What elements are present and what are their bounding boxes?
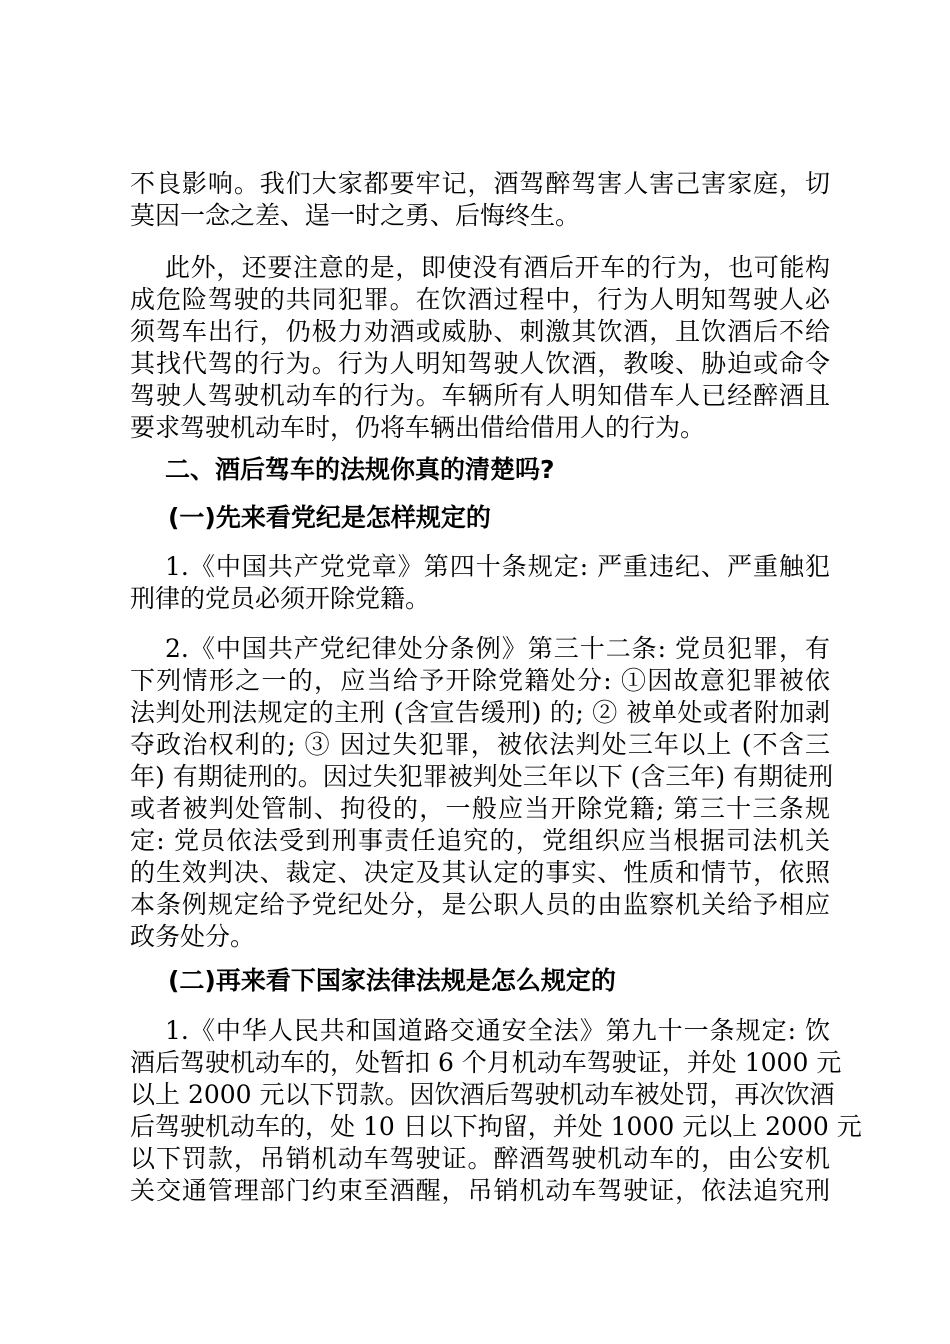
paragraph-line: 1.《中华人民共和国道路交通安全法》第九十一条规定: 饮 [165,1016,830,1045]
paragraph-line: 其找代驾的行为。行为人明知驾驶人饮酒，教唆、胁迫或命令 [130,349,830,378]
paragraph-line: 酒后驾驶机动车的，处暂扣 6 个月机动车驾驶证，并处 1000 元 [130,1048,842,1077]
subsection-heading: (二)再来看下国家法律法规是怎么规定的 [168,966,616,995]
paragraph-line: 驾驶人驾驶机动车的行为。车辆所有人明知借车人已经醉酒且 [130,381,830,410]
paragraph-line: 本条例规定给予党纪处分，是公职人员的由监察机关给予相应 [130,890,830,919]
paragraph-line: 以上 2000 元以下罚款。因饮酒后驾驶机动车被处罚，再次饮酒 [130,1080,835,1109]
paragraph-line: 定: 党员依法受到刑事责任追究的，党组织应当根据司法机关 [130,826,830,855]
paragraph-line: 年) 有期徒刑的。因过失犯罪被判处三年以下 (含三年) 有期徒刑 [130,762,834,791]
paragraph-line: 要求驾驶机动车时，仍将车辆出借给借用人的行为。 [130,413,706,442]
paragraph-line: 须驾车出行，仍极力劝酒或威胁、刺激其饮酒，且饮酒后不给 [130,317,830,346]
paragraph-line: 政务处分。 [130,922,256,951]
paragraph-line: 刑律的党员必须开除党籍。 [130,584,431,613]
section-heading: 二、酒后驾车的法规你真的清楚吗? [165,455,555,484]
paragraph-line: 2.《中国共产党纪律处分条例》第三十二条: 党员犯罪，有 [165,634,830,663]
subsection-heading: (一)先来看党纪是怎样规定的 [168,503,491,532]
paragraph-line: 此外，还要注意的是，即使没有酒后开车的行为，也可能构 [165,253,830,282]
paragraph-line: 法判处刑法规定的主刑 (含宣告缓刑) 的; ② 被单处或者附加剥 [130,698,830,727]
paragraph-line: 后驾驶机动车的，处 10 日以下拘留，并处 1000 元以上 2000 元 [130,1112,862,1141]
paragraph-line: 关交通管理部门约束至酒醒，吊销机动车驾驶证，依法追究刑 [130,1176,830,1205]
paragraph-line: 夺政治权利的; ③ 因过失犯罪，被依法判处三年以上 (不含三 [130,730,830,759]
paragraph-line: 以下罚款，吊销机动车驾驶证。醉酒驾驶机动车的，由公安机 [130,1144,830,1173]
paragraph-line: 1.《中国共产党党章》第四十条规定: 严重违纪、严重触犯 [165,552,830,581]
paragraph-line: 或者被判处管制、拘役的，一般应当开除党籍; 第三十三条规 [130,794,830,823]
paragraph-line: 成危险驾驶的共同犯罪。在饮酒过程中，行为人明知驾驶人必 [130,285,830,314]
paragraph-line: 下列情形之一的，应当给予开除党籍处分: ①因故意犯罪被依 [130,666,830,695]
paragraph-line: 莫因一念之差、逞一时之勇、后悔终生。 [130,201,581,230]
paragraph-line: 的生效判决、裁定、决定及其认定的事实、性质和情节，依照 [130,858,830,887]
paragraph-line: 不良影响。我们大家都要牢记，酒驾醉驾害人害己害家庭，切 [130,169,830,198]
